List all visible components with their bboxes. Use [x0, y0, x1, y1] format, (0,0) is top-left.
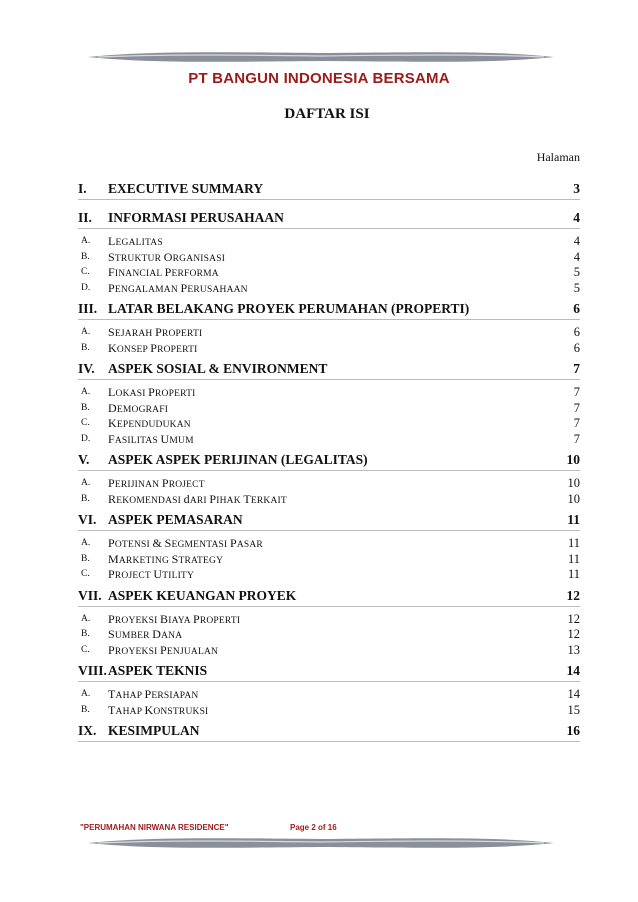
- subsection-title: SEJARAH PROPERTI: [108, 325, 203, 339]
- section-number: II.: [78, 210, 92, 225]
- subsection-letter: B.: [81, 704, 90, 715]
- section-number: VIII.: [78, 663, 107, 678]
- subsection-page: 13: [567, 642, 580, 657]
- subsection-letter: A.: [81, 387, 91, 397]
- subsection-letter: A.: [81, 327, 91, 337]
- section-title: LATAR BELAKANG PROYEK PERUMAHAN (PROPERTI): [108, 301, 470, 316]
- subsection-page: 6: [573, 340, 580, 355]
- subsection-title: STRUKTUR ORGANISASI: [108, 249, 226, 264]
- subsection-title: PROYEKSI BIAYA PROPERTI: [108, 611, 241, 626]
- toc-subsection-row: [78, 536, 580, 552]
- subsection-title: DEMOGRAFI: [108, 400, 169, 415]
- section-page: 10: [566, 452, 580, 467]
- subsection-letter: A.: [81, 478, 91, 488]
- toc-subsection-list: [78, 229, 580, 298]
- section-page: 12: [566, 587, 580, 603]
- subsection-page: 7: [573, 385, 580, 399]
- section-title: ASPEK TEKNIS: [108, 663, 208, 678]
- toc-subsection-row: [78, 432, 580, 448]
- subsection-title: PROYEKSI PENJUALAN: [108, 642, 219, 657]
- subsection-page: 11: [567, 551, 580, 566]
- subsection-title: MARKETING STRATEGY: [108, 551, 224, 566]
- subsection-letter: B.: [81, 553, 90, 564]
- section-page: 3: [573, 181, 580, 196]
- subsection-title: SUMBER DANA: [108, 627, 183, 641]
- subsection-page: 5: [573, 265, 580, 279]
- subsection-letter: B.: [81, 402, 90, 413]
- toc-subsection-row: [78, 281, 580, 297]
- table-of-contents: [78, 178, 580, 749]
- subsection-page: 11: [567, 567, 580, 581]
- section-number: V.: [78, 452, 90, 467]
- toc-section-row: [78, 207, 580, 229]
- toc-subsection-list: [78, 531, 580, 585]
- subsection-letter: B.: [81, 493, 90, 504]
- subsection-page: 7: [573, 431, 580, 446]
- section-page: 16: [566, 723, 580, 738]
- subsection-letter: B.: [81, 342, 90, 353]
- footer-project-name: "PERUMAHAN NIRWANA RESIDENCE": [80, 823, 229, 832]
- section-number: III.: [78, 301, 98, 316]
- subsection-page: 15: [567, 702, 580, 717]
- subsection-letter: C.: [81, 644, 90, 655]
- subsection-letter: C.: [81, 418, 90, 428]
- toc-subsection-row: [78, 552, 580, 568]
- toc-section-row: [78, 449, 580, 471]
- toc-subsection-list: [78, 607, 580, 661]
- toc-subsection-row: [78, 234, 580, 250]
- subsection-title: TAHAP KONSTRUKSI: [108, 702, 209, 717]
- toc-subsection-list: [78, 471, 580, 509]
- subsection-letter: D.: [81, 282, 91, 293]
- toc-subsection-row: [78, 643, 580, 659]
- section-title: ASPEK PEMASARAN: [108, 512, 243, 527]
- subsection-title: FINANCIAL PERFORMA: [108, 265, 219, 279]
- subsection-letter: A.: [81, 236, 91, 246]
- subsection-page: 7: [573, 416, 580, 430]
- toc-section-row: [78, 358, 580, 380]
- section-title: ASPEK SOSIAL & ENVIRONMENT: [108, 361, 328, 376]
- subsection-title: PERIJINAN PROJECT: [108, 476, 205, 490]
- subsection-title: PENGALAMAN PERUSAHAAN: [108, 280, 248, 295]
- subsection-title: TAHAP PERSIAPAN: [108, 687, 199, 701]
- section-title: INFORMASI PERUSAHAAN: [108, 210, 284, 225]
- section-title: ASPEK KEUANGAN PROYEK: [108, 587, 297, 603]
- toc-subsection-row: [78, 250, 580, 266]
- subsection-letter: D.: [81, 433, 91, 444]
- toc-subsection-row: [78, 612, 580, 628]
- subsection-page: 4: [573, 234, 580, 248]
- toc-subsection-row: [78, 476, 580, 492]
- toc-subsection-row: [78, 687, 580, 703]
- subsection-title: PROJECT UTILITY: [108, 567, 194, 581]
- toc-subsection-list: [78, 380, 580, 449]
- section-page: 4: [573, 210, 580, 225]
- toc-subsection-list: [78, 320, 580, 358]
- subsection-title: FASILITAS UMUM: [108, 431, 194, 446]
- subsection-page: 12: [567, 611, 580, 626]
- section-number: IX.: [78, 723, 97, 738]
- section-page: 7: [573, 361, 580, 376]
- header-decorative-rule: [88, 50, 554, 64]
- toc-section-row: [78, 509, 580, 531]
- subsection-letter: B.: [81, 629, 90, 639]
- toc-subsection-row: [78, 703, 580, 719]
- toc-section-row: [78, 660, 580, 682]
- subsection-page: 6: [573, 325, 580, 339]
- toc-subsection-row: [78, 401, 580, 417]
- subsection-page: 4: [573, 249, 580, 264]
- page-column-label: Halaman: [536, 150, 580, 164]
- footer-page-number: Page 2 of 16: [290, 823, 337, 832]
- toc-subsection-list: [78, 682, 580, 720]
- subsection-title: KONSEP PROPERTI: [108, 340, 198, 355]
- section-title: ASPEK ASPEK PERIJINAN (LEGALITAS): [108, 452, 368, 467]
- toc-section-row: [78, 298, 580, 320]
- subsection-page: 11: [567, 536, 580, 550]
- subsection-page: 14: [567, 687, 580, 701]
- toc-subsection-row: [78, 265, 580, 281]
- subsection-letter: A.: [81, 689, 91, 699]
- subsection-letter: C.: [81, 267, 90, 277]
- subsection-letter: A.: [81, 538, 91, 548]
- section-page: 11: [567, 512, 580, 527]
- toc-subsection-row: [78, 385, 580, 401]
- subsection-page: 12: [567, 627, 580, 641]
- toc-section-row: [78, 720, 580, 742]
- subsection-title: REKOMENDASI dARI PIHAK TERKAIT: [108, 491, 287, 506]
- subsection-title: LEGALITAS: [108, 234, 163, 248]
- section-number: VI.: [78, 512, 97, 527]
- section-title: KESIMPULAN: [108, 723, 200, 738]
- subsection-title: LOKASI PROPERTI: [108, 385, 196, 399]
- section-page: 6: [573, 301, 580, 316]
- section-page: 14: [566, 663, 580, 678]
- subsection-page: 7: [573, 400, 580, 415]
- toc-subsection-row: [78, 416, 580, 432]
- toc-subsection-row: [78, 325, 580, 341]
- subsection-title: POTENSI & SEGMENTASI PASAR: [108, 536, 263, 550]
- subsection-page: 5: [573, 280, 580, 295]
- subsection-letter: B.: [81, 251, 90, 262]
- company-name: PT BANGUN INDONESIA BERSAMA: [188, 70, 450, 87]
- section-number: I.: [78, 181, 87, 196]
- subsection-title: KEPENDUDUKAN: [108, 416, 191, 430]
- subsection-letter: C.: [81, 569, 90, 579]
- footer-decorative-rule: [88, 836, 554, 850]
- subsection-page: 10: [567, 491, 580, 506]
- toc-section-row: [78, 585, 580, 607]
- subsection-letter: A.: [81, 613, 91, 624]
- toc-section-row: [78, 178, 580, 200]
- toc-subsection-row: [78, 627, 580, 643]
- subsection-page: 10: [567, 476, 580, 490]
- section-title: EXECUTIVE SUMMARY: [108, 181, 264, 196]
- toc-subsection-row: [78, 492, 580, 508]
- toc-subsection-row: [78, 341, 580, 357]
- section-number: IV.: [78, 361, 95, 376]
- page-title: DAFTAR ISI: [284, 106, 370, 122]
- toc-subsection-row: [78, 567, 580, 583]
- section-number: VII.: [78, 587, 102, 603]
